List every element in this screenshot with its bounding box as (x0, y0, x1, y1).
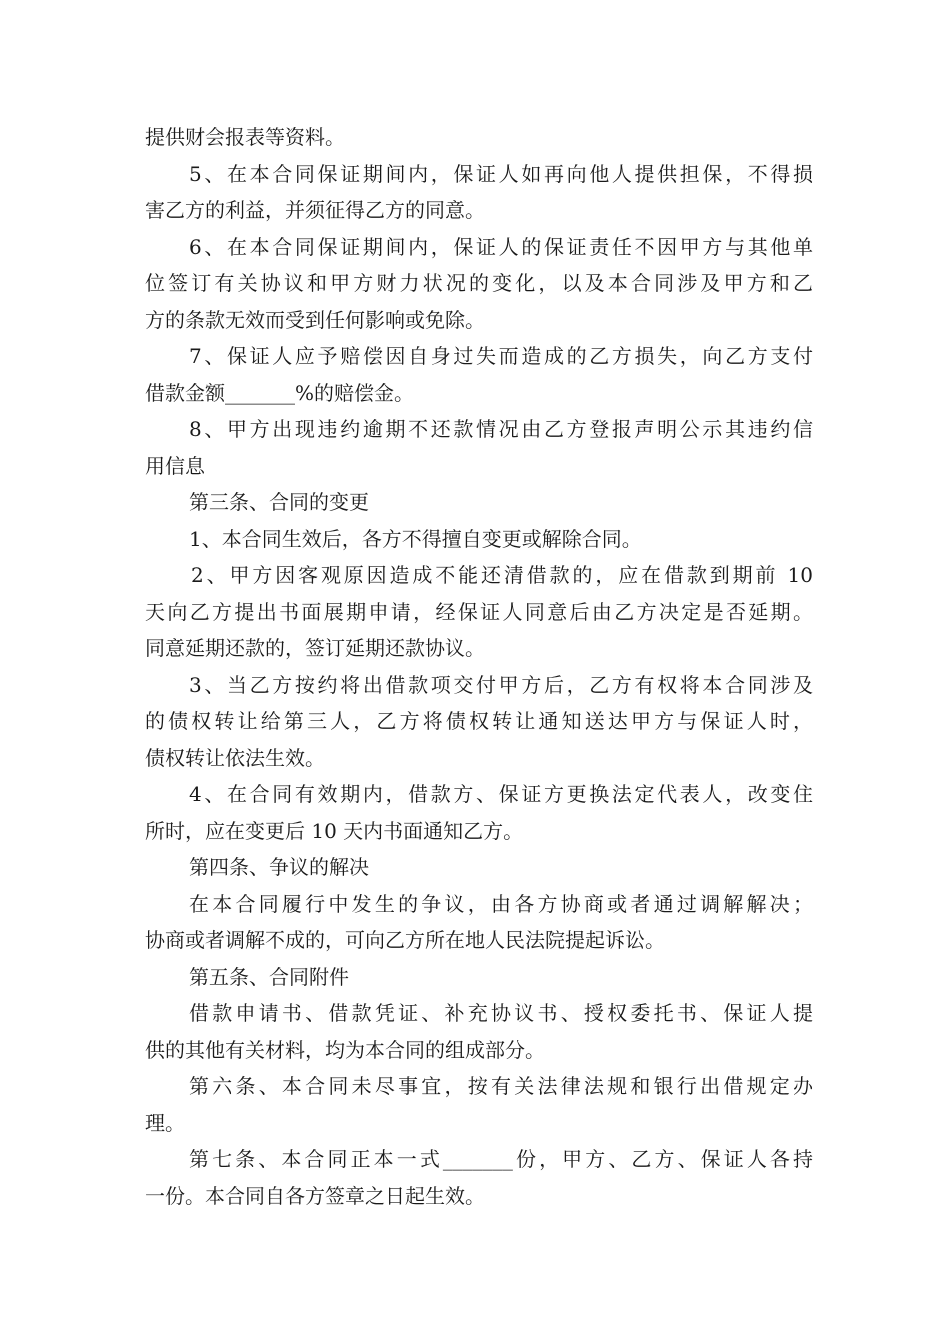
text-line: 借款申请书、借款凭证、补充协议书、授权委托书、保证人提 (189, 1001, 813, 1025)
text-line: 1、本合同生效后，各方不得擅自变更或解除合同。 (189, 526, 642, 551)
section-heading: 第五条、合同附件 (189, 964, 349, 989)
text-line: 借款金额_______%的赔偿金。 (145, 380, 415, 405)
text-line: 3、当乙方按约将出借款项交付甲方后，乙方有权将本合同涉及 (189, 672, 813, 697)
section-heading: 第三条、合同的变更 (189, 490, 369, 514)
text-line: 协商或者调解不成的，可向乙方所在地人民法院提起诉讼。 (145, 928, 665, 952)
text-line: 所时，应在变更后 10 天内书面通知乙方。 (145, 818, 524, 843)
text-line: 6、在本合同保证期间内，保证人的保证责任不因甲方与其他单 (189, 234, 813, 259)
text-line: 位签订有关协议和甲方财力状况的变化，以及本合同涉及甲方和乙 (145, 271, 813, 295)
text-line: 供的其他有关材料，均为本合同的组成部分。 (145, 1037, 545, 1062)
text-line: 4、在合同有效期内，借款方、保证方更换法定代表人，改变住 (189, 782, 813, 806)
text-line: 提供财会报表等资料。 (145, 125, 345, 149)
text-line: 理。 (145, 1110, 185, 1135)
text-line: 5、在本合同保证期间内，保证人如再向他人提供担保，不得损 (189, 161, 813, 186)
text-line: 在本合同履行中发生的争议，由各方协商或者通过调解解决； (189, 891, 813, 916)
text-line: 的债权转让给第三人，乙方将债权转让通知送达甲方与保证人时， (145, 709, 813, 733)
text-line: 同意延期还款的，签订延期还款协议。 (145, 636, 485, 660)
text-line: 第七条、本合同正本一式_______份，甲方、乙方、保证人各持 (189, 1147, 813, 1171)
text-line: 用信息 (145, 453, 205, 478)
section-heading: 第四条、争议的解决 (189, 855, 369, 879)
text-line: 方的条款无效而受到任何影响或免除。 (145, 307, 485, 332)
text-line: 第六条、本合同未尽事宜，按有关法律法规和银行出借规定办 (189, 1074, 813, 1098)
contract-body (145, 119, 813, 1214)
text-line: 一份。本合同自各方签章之日起生效。 (145, 1183, 485, 1208)
text-line: 债权转让依法生效。 (145, 745, 325, 770)
text-line: 害乙方的利益，并须征得乙方的同意。 (145, 198, 485, 222)
text-line: 7、保证人应予赔偿因自身过失而造成的乙方损失，向乙方支付 (189, 344, 813, 368)
text-line: 2、甲方因客观原因造成不能还清借款的，应在借款到期前 10 (191, 563, 813, 587)
text-line: 天向乙方提出书面展期申请，经保证人同意后由乙方决定是否延期。 (145, 599, 813, 624)
text-line: 8、甲方出现违约逾期不还款情况由乙方登报声明公示其违约信 (189, 417, 813, 441)
